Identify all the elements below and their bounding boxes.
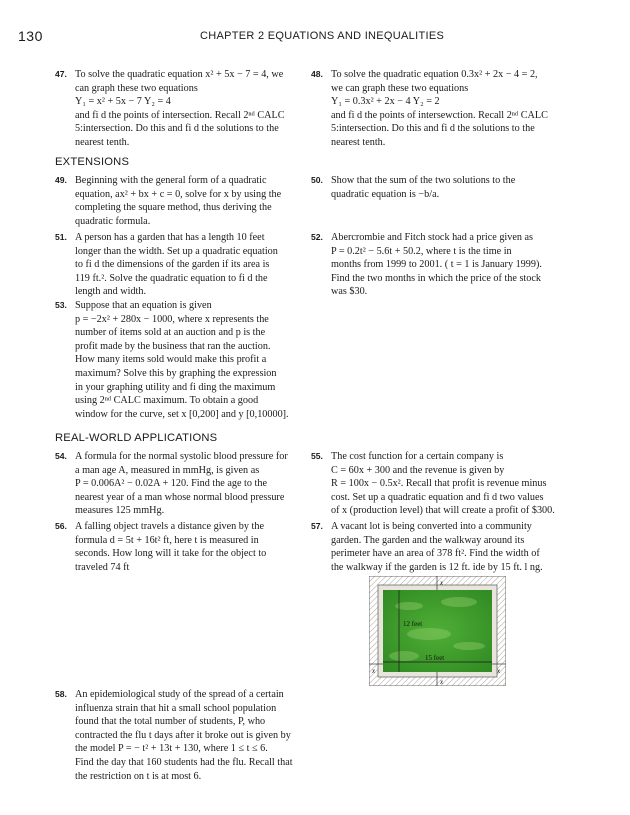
problem-55	[311, 450, 569, 518]
problem-text: An epidemiological study of the spread of a certain influenza strain that hit a small school population found that the total number of students, P, who contracted the flu t days after it broke out is given by the model P = − t² + 13t + 130, where 1 ≤ t ≤ 6. Find the day that 160 students had the flu. Recall that the restriction on t is at most 6.	[75, 689, 293, 782]
problem-text: A vacant lot is being converted into a community garden. The garden and the walkway around its perimeter have an area of 378 ft². Find the width of the walkway if the garden is 12 ft. ide by 15 ft. l ng.	[331, 521, 543, 573]
problem-number: 48.	[311, 69, 323, 79]
x-label-left: x	[372, 667, 376, 675]
problem-text: Suppose that an equation is given p = −2x² + 280x − 1000, where x represents the number of items sold at an auction and p is the profit made by the business that ran the auction. How many items sold would make this profit a maximum? Solve this by graphing the expression in your graphing utility and fi ding the maximum using 2ⁿᵈ CALC maximum. To obtain a good window for the curve, set x [0,200] and y [0,10000].	[75, 300, 289, 420]
chapter-title: CHAPTER 2 EQUATIONS AND INEQUALITIES	[200, 30, 445, 42]
problem-number: 51.	[55, 232, 67, 242]
problem-56	[55, 520, 303, 574]
problem-text: A falling object travels a distance given by the formula d = 5t + 16t² ft, here t is measured in seconds. How long will it take for the object to traveled 74 ft	[75, 521, 267, 573]
page-number: 130	[18, 28, 43, 44]
problem-text: Show that the sum of the two solutions to the quadratic equation is −b/a.	[331, 175, 516, 200]
problem-text: To solve the quadratic equation 0.3x² + 2x − 4 = 2, we can graph these two equations Y₁ = 0.3x² + 2x − 4 Y₂ = 2 and fi d the points of intersewction. Recall 2ⁿᵈ CALC 5:intersection. Do this and fi d the solutions to the nearest tenth.	[331, 69, 548, 148]
problem-number: 52.	[311, 232, 323, 242]
problem-number: 57.	[311, 521, 323, 531]
problem-text: A formula for the normal systolic blood pressure for a man age A, measured in mmHg, is given as P = 0.006A² − 0.02A + 120. Find the age to the nearest year of a man whose normal blood pressure measures 125 mmHg.	[75, 451, 288, 517]
problem-number: 55.	[311, 451, 323, 461]
problem-50	[311, 174, 569, 201]
problem-text: Abercrombie and Fitch stock had a price given as P = 0.2t² − 5.6t + 50.2, where t is the time in months from 1999 to 2001. ( t = 1 is January 1999). Find the two months in which the price of the stock was $30.	[331, 232, 542, 298]
problem-number: 47.	[55, 69, 67, 79]
problem-number: 50.	[311, 175, 323, 185]
problem-47	[55, 68, 303, 150]
section-extensions: EXTENSIONS	[55, 156, 130, 168]
x-label-right: x	[497, 667, 501, 675]
problem-53	[55, 299, 303, 421]
problem-52	[311, 231, 569, 299]
problem-51	[55, 231, 303, 299]
problem-number: 49.	[55, 175, 67, 185]
problem-text: To solve the quadratic equation x² + 5x − 7 = 4, we can graph these two equations Y₁ = x² + 5x − 7 Y₂ = 4 and fi d the points of intersection. Recall 2ⁿᵈ CALC 5:intersection. Do this and fi d the solutions to the nearest tenth.	[75, 69, 285, 148]
problem-58	[55, 688, 303, 783]
problem-text: A person has a garden that has a length 10 feet longer than the width. Set up a quadratic equation to fi d the dimensions of the garden if its area is 119 ft.². Solve the quadratic equation to fi d the length and width.	[75, 232, 278, 298]
section-real-world: REAL-WORLD APPLICATIONS	[55, 432, 218, 444]
problem-49	[55, 174, 303, 228]
width-label: 15 feet	[425, 654, 445, 662]
garden-walkway-figure	[369, 576, 506, 686]
x-label-bottom: x	[440, 678, 444, 686]
problem-number: 56.	[55, 521, 67, 531]
problem-48	[311, 68, 569, 150]
problem-text: Beginning with the general form of a quadratic equation, ax² + bx + c = 0, solve for x by using the completing the square method, thus deriving the quadratic formula.	[75, 175, 282, 227]
problem-number: 58.	[55, 689, 67, 699]
problem-text: The cost function for a certain company is C = 60x + 300 and the revenue is given by R = 100x − 0.5x². Recall that profit is revenue minus cost. Set up a quadratic equation and fi d two values of x (production level) that will create a profit of $300.	[331, 451, 555, 517]
x-label-top: x	[440, 579, 444, 587]
problem-54	[55, 450, 303, 518]
problem-57	[311, 520, 569, 574]
problem-number: 54.	[55, 451, 67, 461]
problem-number: 53.	[55, 300, 67, 310]
length-label: 12 feet	[403, 620, 423, 628]
